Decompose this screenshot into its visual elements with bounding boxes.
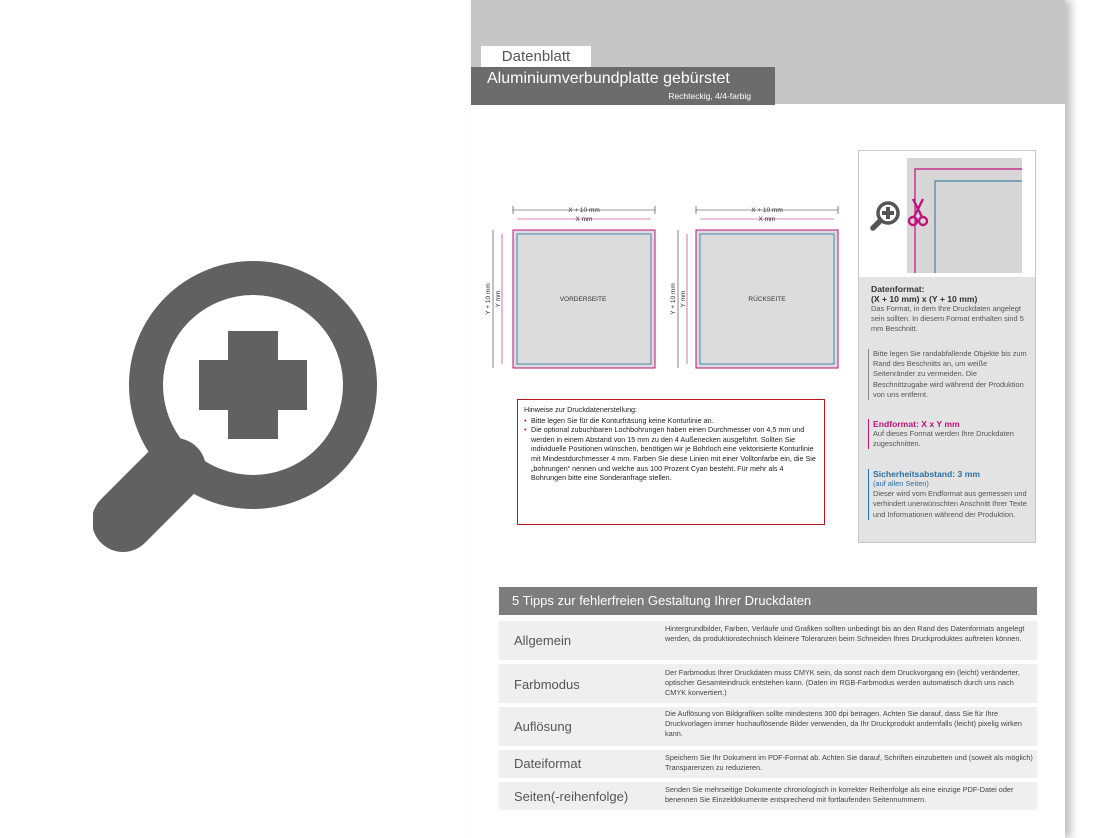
tip-text: Der Farbmodus Ihrer Druckdaten muss CMYK sein, da sonst nach dem Druckvorgang ein (leicht) veränderter, optischer Gesamteindruck entstehen kann. (Daten im RGB-Farbmodus werden automatisch durch uns nach CMYK konvertiert.) xyxy=(665,668,1020,698)
hint-item: • Bitte legen Sie für die Konturfräsung keine Konturlinie an. xyxy=(524,416,818,426)
endformat-section xyxy=(868,419,1031,449)
back-inner-height-label: Y mm xyxy=(680,290,687,308)
tip-row xyxy=(499,621,1037,660)
tip-text: Senden Sie mehrseitige Dokumente chronologisch in korrekter Reihenfolge als eine einzige PDF-Datei oder benennen Sie Einzeldokumente entsprechend mit fortlaufenden Seitennummern. xyxy=(665,785,1014,805)
back-width-label: X + 10 mm xyxy=(751,207,783,214)
tip-text: Die Auflösung von Bildgrafiken sollte mindestens 300 dpi betragen. Achten Sie darauf, dass Sie für Ihre Druckvorlagen immer hochauflösende Bilder verwenden, da Ihr Druckprodukt andernfalls (leicht) pixelig wirken kann. xyxy=(665,709,1022,739)
safety-heading: Sicherheitsabstand: 3 mm xyxy=(873,469,980,479)
datenformat-text: Das Format, in dem Ihre Druckdaten angelegt sein sollten. In diesem Format enthalten sind 5 mm Beschnitt. xyxy=(871,304,1024,334)
page-title: Aluminiumverbundplatte gebürstet xyxy=(487,70,730,87)
endformat-text: Auf dieses Format werden Ihre Druckdaten zugeschnitten. xyxy=(873,429,1014,449)
datasheet-page xyxy=(471,0,1065,838)
zoom-in-icon[interactable] xyxy=(869,199,903,233)
datenformat-value: (X + 10 mm) x (Y + 10 mm) xyxy=(871,294,978,304)
safety-sub: (auf allen Seiten) xyxy=(873,479,929,488)
tip-row xyxy=(499,782,1037,810)
page-subtitle: Rechteckig, 4/4-farbig xyxy=(668,91,751,101)
front-width-label: X + 10 mm xyxy=(568,207,600,214)
back-side-diagram xyxy=(670,206,838,368)
tip-label: Farbmodus xyxy=(514,677,580,692)
tip-label: Dateiformat xyxy=(514,756,582,771)
document-label: Datenblatt xyxy=(481,46,591,67)
safety-text: Dieser wird vom Endformat aus gemessen und verhindert unerwünschten Anschnitt Ihrer Texte und Informationen während der Produktion. xyxy=(873,489,1027,519)
tip-row xyxy=(499,664,1037,703)
format-diagram xyxy=(471,0,851,395)
front-side-label: VORDERSEITE xyxy=(559,296,607,303)
tips-title: 5 Tipps zur fehlerfreien Gestaltung Ihrer Druckdaten xyxy=(499,587,1037,615)
safety-section xyxy=(868,469,1031,520)
tip-label: Auflösung xyxy=(514,719,572,734)
format-preview xyxy=(859,151,1035,277)
back-inner-width-label: X mm xyxy=(758,216,776,223)
tip-row xyxy=(499,750,1037,778)
tip-row xyxy=(499,707,1037,746)
front-inner-height-label: Y mm xyxy=(495,290,502,308)
datenformat-section xyxy=(871,284,1029,335)
scissors-icon xyxy=(906,197,930,227)
front-height-label: Y + 10 mm xyxy=(485,283,492,315)
endformat-heading: Endformat: X x Y mm xyxy=(873,419,960,429)
format-info-panel xyxy=(858,150,1036,543)
zoom-in-icon[interactable] xyxy=(93,255,383,565)
hints-heading: Hinweise zur Druckdatenerstellung: xyxy=(524,405,638,414)
datenformat-heading: Datenformat: xyxy=(871,284,925,294)
front-side-diagram xyxy=(485,206,655,368)
back-side-label: RÜCKSEITE xyxy=(748,296,786,303)
back-height-label: Y + 10 mm xyxy=(670,283,677,315)
bleed-text: Bitte legen Sie randabfallende Objekte bis zum Rand des Beschnitts an, um weiße Seitenränder zu vermeiden. Die Beschnittzugabe wird während der Produktion von uns entfernt. xyxy=(873,349,1027,399)
tip-text: Hintergrundbilder, Farben, Verläufe und Grafiken sollten unbedingt bis an den Rand des Datenformats angelegt werden, da produktionstechnisch kleinere Toleranzen beim Schneiden Ihres Druckproduktes auftreten können. xyxy=(665,624,1025,644)
tip-label: Seiten(-reihenfolge) xyxy=(514,789,629,804)
print-data-hints xyxy=(517,399,825,525)
hint-item: • Die optional zubuchbaren Lochbohrungen haben einen Durchmesser von 4,5 mm und werden in einem Abstand von 15 mm zu den 4 Außenecken ausgeführt. Sollten Sie individuelle Positionen wünschen, benötigen wir je Bohrloch eine vektorisierte Konturlinie mit Mindestdurchmesser 4 mm. Farben Sie diese Linien mit einer Volltonfarbe ein, die Sie „bohrungen“ nennen und welche aus 100 Prozent Cyan besteht. Für mehr als 4 Bohrungen bitte eine Sonderanfrage stellen. xyxy=(524,425,818,483)
front-inner-width-label: X mm xyxy=(575,216,593,223)
bleed-note xyxy=(868,349,1031,400)
tip-text: Speichern Sie Ihr Dokument im PDF-Format ab. Achten Sie darauf, Schriften einzubetten und (soweit als möglich) Transparenzen zu reduzieren. xyxy=(665,753,1033,773)
tip-label: Allgemein xyxy=(514,633,572,648)
